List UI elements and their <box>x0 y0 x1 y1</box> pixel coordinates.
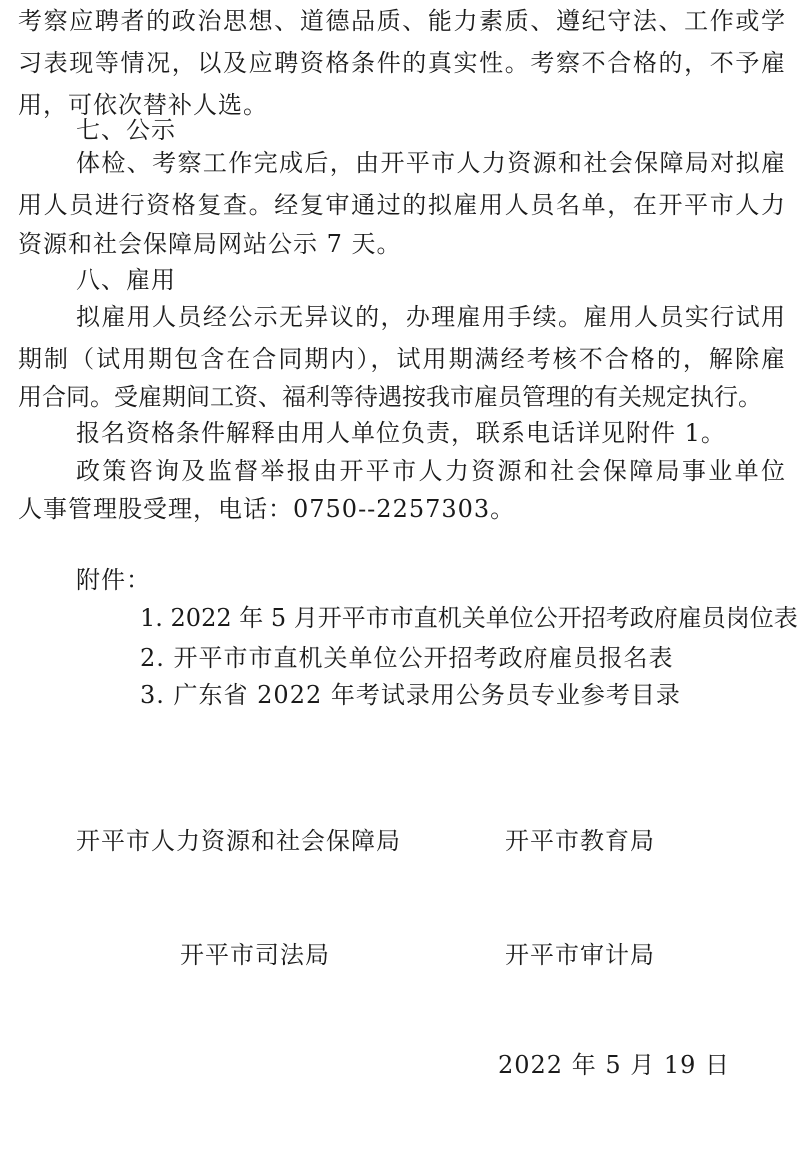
signatory-hr-bureau: 开平市人力资源和社会保障局 <box>76 827 401 855</box>
paragraph-line: 政策咨询及监督举报由开平市人力资源和社会保障局事业单位 <box>76 457 786 485</box>
paragraph-line: 期制（试用期包含在合同期内），试用期满经考核不合格的，解除雇 <box>18 345 786 373</box>
attachment-item: 2. 开平市市直机关单位公开招考政府雇员报名表 <box>140 644 674 672</box>
paragraph-line: 人事管理股受理，电话：0750--2257303。 <box>18 495 516 523</box>
attachments-label: 附件： <box>76 566 151 594</box>
section-heading-publicity: 七、公示 <box>76 116 176 144</box>
attachment-item: 3. 广东省 2022 年考试录用公务员专业参考目录 <box>140 681 681 709</box>
attachment-item: 1. 2022 年 5 月开平市市直机关单位公开招考政府雇员岗位表 <box>140 604 798 632</box>
paragraph-line: 用，可依次替补人选。 <box>18 91 268 119</box>
paragraph-line: 资源和社会保障局网站公示 7 天。 <box>18 230 402 258</box>
paragraph-line: 拟雇用人员经公示无异议的，办理雇用手续。雇用人员实行试用 <box>76 303 786 331</box>
paragraph-line: 用合同。受雇期间工资、福利等待遇按我市雇员管理的有关规定执行。 <box>18 383 762 411</box>
paragraph-line: 习表现等情况，以及应聘资格条件的真实性。考察不合格的，不予雇 <box>18 49 786 77</box>
paragraph-line: 体检、考察工作完成后，由开平市人力资源和社会保障局对拟雇 <box>76 149 786 177</box>
signatory-audit-bureau: 开平市审计局 <box>505 941 655 969</box>
signatory-justice-bureau: 开平市司法局 <box>180 941 330 969</box>
paragraph-line: 考察应聘者的政治思想、道德品质、能力素质、遵纪守法、工作或学 <box>18 7 786 35</box>
document-date: 2022 年 5 月 19 日 <box>498 1051 731 1079</box>
signatory-education-bureau: 开平市教育局 <box>505 827 655 855</box>
paragraph-line: 用人员进行资格复查。经复审通过的拟雇用人员名单，在开平市人力 <box>18 191 786 219</box>
section-heading-employment: 八、雇用 <box>76 266 176 294</box>
qualification-note: 报名资格条件解释由用人单位负责，联系电话详见附件 1。 <box>76 419 726 447</box>
